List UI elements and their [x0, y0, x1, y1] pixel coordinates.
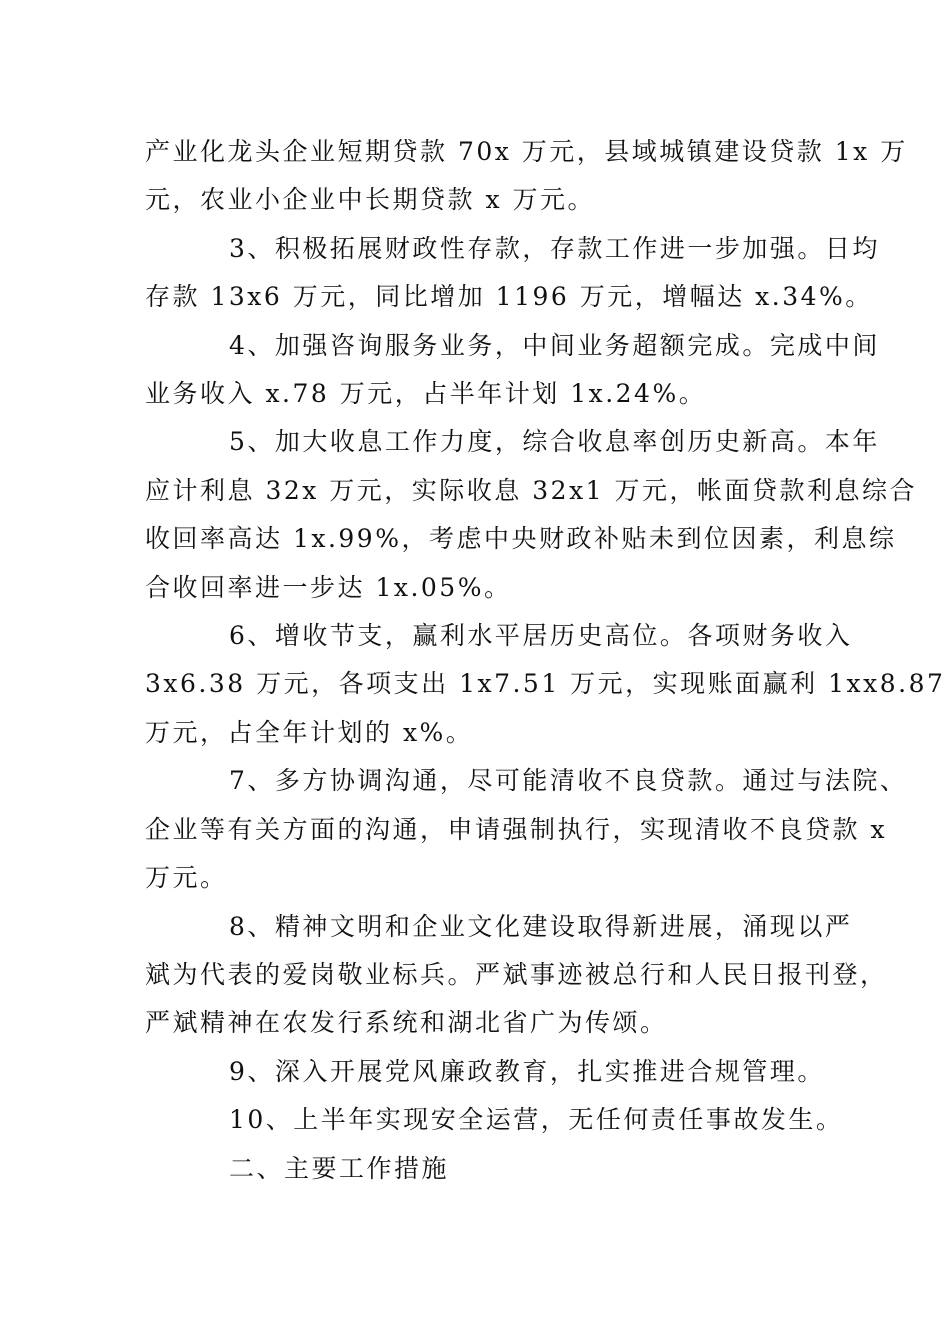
paragraph-item-6: [145, 612, 946, 757]
text-line: 4、加强咨询服务业务，中间业务超额完成。完成中间: [229, 330, 880, 360]
paragraph-item-7: [145, 757, 908, 902]
paragraph-item-10: [145, 1096, 844, 1144]
paragraph-item-3: [145, 225, 880, 322]
text-line: 业务收入 x.78 万元，占半年计划 1x.24%。: [145, 379, 707, 409]
text-line: 收回率高达 1x.99%，考虑中央财政补贴未到位因素，利息综: [145, 524, 897, 554]
text-line: 万元，占全年计划的 x%。: [145, 717, 474, 747]
text-line: 企业等有关方面的沟通，申请强制执行，实现清收不良贷款 x: [145, 814, 888, 844]
text-line: 10、上半年实现安全运营，无任何责任事故发生。: [229, 1105, 844, 1135]
paragraph-item-8: [145, 903, 888, 1048]
paragraph-loans-continued: [145, 128, 908, 225]
text-line: 严斌精神在农发行系统和湖北省广为传颂。: [145, 1008, 668, 1038]
text-line: 3、积极拓展财政性存款，存款工作进一步加强。日均: [229, 233, 880, 263]
text-line: 3x6.38 万元，各项支出 1x7.51 万元，实现账面赢利 1xx8.87: [145, 669, 946, 699]
paragraph-item-5: [145, 418, 918, 612]
document-body: [145, 128, 946, 1193]
text-line: 7、多方协调沟通，尽可能清收不良贷款。通过与法院、: [229, 766, 908, 796]
text-line: 元，农业小企业中长期贷款 x 万元。: [145, 185, 595, 215]
text-line: 9、深入开展党风廉政教育，扎实推进合规管理。: [229, 1056, 825, 1086]
text-line: 合收回率进一步达 1x.05%。: [145, 572, 512, 602]
text-line: 万元。: [145, 863, 228, 893]
heading-text: 二、主要工作措施: [229, 1153, 450, 1183]
text-line: 产业化龙头企业短期贷款 70x 万元，县域城镇建设贷款 1x 万: [145, 137, 908, 166]
paragraph-item-9: [145, 1048, 825, 1096]
text-line: 5、加大收息工作力度，综合收息率创历史新高。本年: [229, 427, 880, 457]
paragraph-item-4: [145, 322, 880, 419]
text-line: 应计利息 32x 万元，实际收息 32x1 万元，帐面贷款利息综合: [145, 475, 918, 505]
section-heading-main-measures: [145, 1145, 810, 1193]
text-line: 6、增收节支，赢利水平居历史高位。各项财务收入: [229, 621, 853, 651]
text-line: 存款 13x6 万元，同比增加 1196 万元，增幅达 x.34%。: [145, 282, 873, 312]
text-line: 8、精神文明和企业文化建设取得新进展，涌现以严: [229, 911, 853, 941]
text-line: 斌为代表的爱岗敬业标兵。严斌事迹被总行和人民日报刊登，: [145, 959, 888, 989]
